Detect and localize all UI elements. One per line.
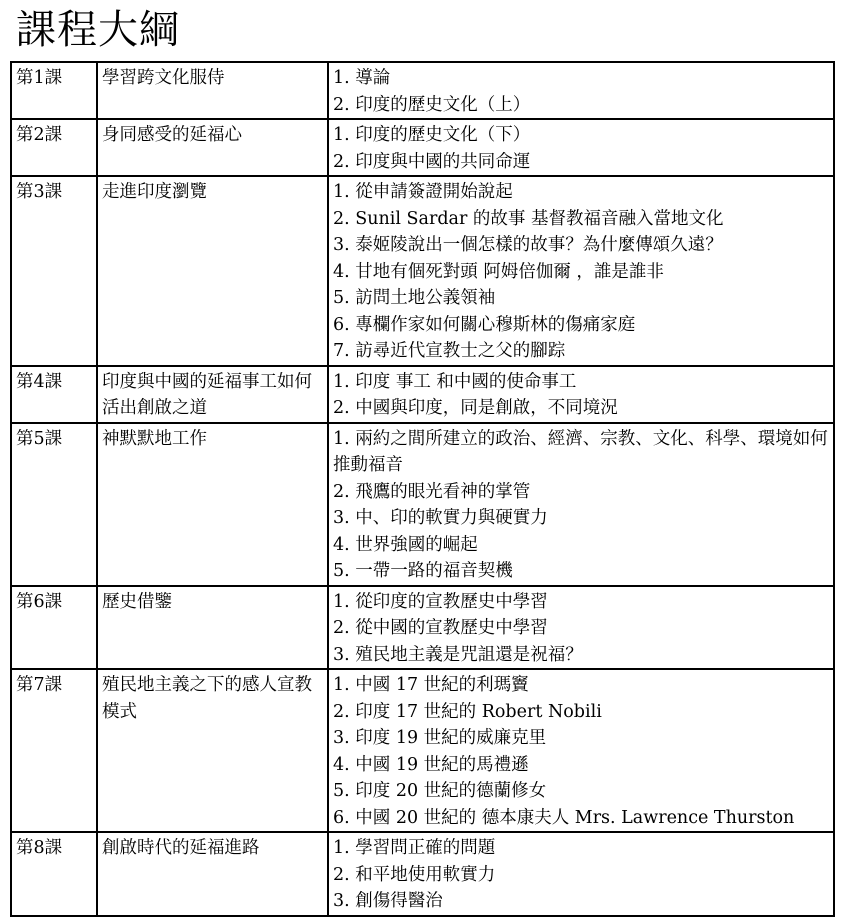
lesson-number: 第8課 — [16, 838, 63, 858]
lesson-title: 創啟時代的延福進路 — [102, 838, 260, 858]
topic-item: 1. 印度 事工 和中國的使命事工 — [333, 371, 577, 392]
lesson-title-cell — [97, 366, 328, 423]
lesson-number-cell — [11, 669, 97, 832]
lesson-number-cell — [11, 366, 97, 423]
topic-item: 2. 印度的歷史文化（上） — [333, 94, 531, 115]
lesson-title-cell — [97, 586, 328, 670]
lesson-title: 走進印度瀏覽 — [102, 182, 207, 202]
lesson-topics-cell — [328, 366, 834, 423]
topic-item: 5. 印度 20 世紀的德蘭修女 — [333, 781, 547, 801]
topic-item: 4. 中國 19 世紀的馬禮遜 — [333, 754, 529, 775]
lesson-topics-cell — [328, 423, 834, 586]
topic-item: 1. 中國 17 世紀的利瑪竇 — [333, 675, 529, 695]
topic-item: 4. 世界強國的崛起 — [333, 534, 478, 555]
topic-item: 2. 飛鷹的眼光看神的掌管 — [333, 481, 531, 502]
topic-item: 1. 兩約之間所建立的政治、經濟、宗教、文化、科學、環境如何推動福音 — [333, 428, 828, 475]
lesson-number: 第3課 — [16, 182, 63, 202]
topic-item: 2. 和平地使用軟實力 — [333, 864, 496, 885]
topic-item: 2. 中國與印度，同是創啟，不同境況 — [333, 398, 618, 418]
lesson-number: 第7課 — [16, 675, 63, 695]
topic-item: 2. Sunil Sardar 的故事 基督教福音融入當地文化 — [333, 208, 724, 229]
topic-item: 3. 泰姬陵說出一個怎樣的故事？為什麼傳頌久遠？ — [333, 235, 723, 255]
lesson-title-cell — [97, 176, 328, 366]
lesson-topics-cell — [328, 832, 834, 916]
lesson-topics-cell — [328, 119, 834, 176]
topic-item: 3. 創傷得醫治 — [333, 891, 443, 911]
lesson-number-cell — [11, 586, 97, 670]
lesson-number-cell — [11, 62, 97, 119]
topic-item: 3. 印度 19 世紀的威廉克里 — [333, 728, 547, 748]
lesson-title-cell — [97, 119, 328, 176]
lesson-title: 印度與中國的延福事工如何活出創啟之道 — [102, 371, 312, 418]
lesson-title: 身同感受的延福心 — [102, 125, 242, 145]
topic-item: 2. 從中國的宣教歷史中學習 — [333, 618, 548, 638]
topic-item: 1. 從印度的宣教歷史中學習 — [333, 591, 548, 612]
topic-item: 4. 甘地有個死對頭 阿姆倍伽爾 ，誰是誰非 — [333, 261, 664, 282]
topic-item: 2. 印度 17 世紀的 Robert Nobili — [333, 701, 602, 722]
topic-item: 7. 訪尋近代宣教士之父的腳踪 — [333, 341, 566, 361]
topic-item: 5. 訪問土地公義領袖 — [333, 288, 496, 308]
lesson-title-cell — [97, 62, 328, 119]
lesson-number: 第6課 — [16, 591, 63, 612]
lesson-number-cell — [11, 423, 97, 586]
table-row — [11, 669, 834, 832]
lesson-number: 第4課 — [16, 371, 63, 392]
topic-item: 1. 導論 — [333, 68, 391, 88]
lesson-number: 第2課 — [16, 125, 63, 145]
topic-item: 1. 印度的歷史文化（下） — [333, 125, 531, 145]
lesson-title-cell — [97, 832, 328, 916]
table-row — [11, 366, 834, 423]
lesson-number-cell — [11, 119, 97, 176]
lesson-number-cell — [11, 176, 97, 366]
topic-item: 6. 專欄作家如何關心穆斯林的傷痛家庭 — [333, 314, 636, 335]
lesson-number: 第1課 — [16, 68, 63, 88]
topic-item: 1. 學習問正確的問題 — [333, 838, 496, 858]
topic-item: 3. 中、印的軟實力與硬實力 — [333, 508, 548, 528]
lesson-topics-cell — [328, 669, 834, 832]
lesson-topics-cell — [328, 62, 834, 119]
lesson-title: 神默默地工作 — [102, 428, 207, 449]
lesson-title: 歷史借鑒 — [102, 591, 172, 612]
lesson-title: 殖民地主義之下的感人宣教模式 — [102, 675, 312, 722]
table-row — [11, 62, 834, 119]
topic-item: 5. 一帶一路的福音契機 — [333, 561, 513, 581]
topic-item: 6. 中國 20 世紀的 德本康夫人 Mrs. Lawrence Thurston — [333, 807, 795, 828]
table-row — [11, 586, 834, 670]
topic-item: 3. 殖民地主義是咒詛還是祝福？ — [333, 644, 583, 665]
lesson-title-cell — [97, 669, 328, 832]
lesson-topics-cell — [328, 176, 834, 366]
lesson-topics-cell — [328, 586, 834, 670]
table-row — [11, 119, 834, 176]
lesson-number: 第5課 — [16, 428, 63, 449]
lesson-title: 學習跨文化服侍 — [102, 68, 225, 88]
table-row — [11, 832, 834, 916]
syllabus-table — [10, 61, 835, 917]
table-row — [11, 423, 834, 586]
topic-item: 1. 從申請簽證開始說起 — [333, 182, 513, 202]
table-row — [11, 176, 834, 366]
lesson-title-cell — [97, 423, 328, 586]
topic-item: 2. 印度與中國的共同命運 — [333, 151, 531, 172]
page-title: 課程大綱 — [16, 7, 180, 53]
lesson-number-cell — [11, 832, 97, 916]
